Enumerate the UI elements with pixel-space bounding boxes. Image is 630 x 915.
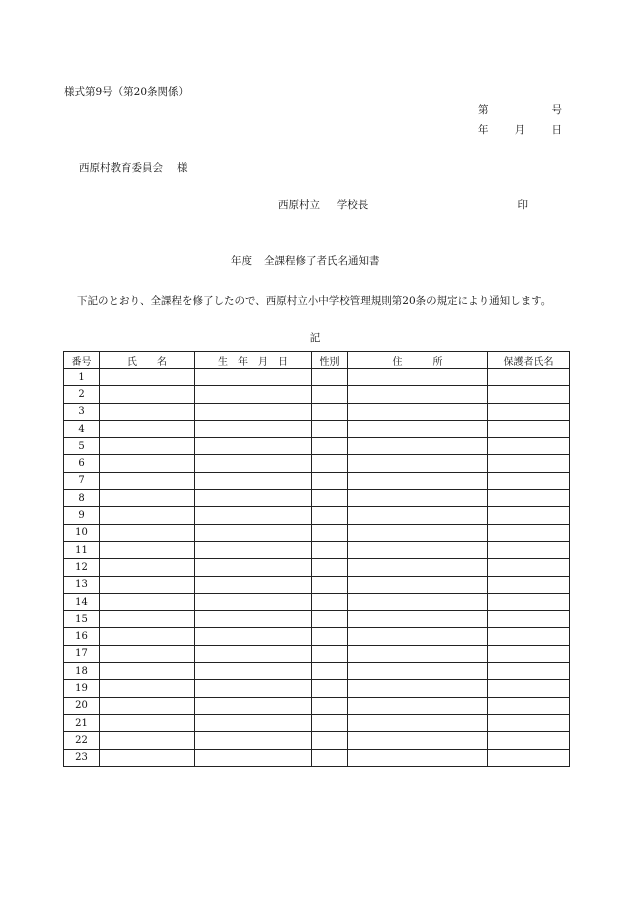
- birthdate-cell[interactable]: [195, 663, 312, 680]
- name-cell[interactable]: [100, 680, 195, 697]
- address-cell[interactable]: [348, 455, 488, 472]
- guardian-cell[interactable]: [488, 369, 570, 386]
- guardian-cell[interactable]: [488, 732, 570, 749]
- guardian-cell[interactable]: [488, 472, 570, 489]
- row-number: 12: [64, 559, 100, 576]
- gender-cell[interactable]: [312, 680, 348, 697]
- birthdate-cell[interactable]: [195, 524, 312, 541]
- row-number: 23: [64, 749, 100, 766]
- row-number: 8: [64, 490, 100, 507]
- birthdate-cell[interactable]: [195, 732, 312, 749]
- guardian-cell[interactable]: [488, 507, 570, 524]
- seal-mark: 印: [517, 199, 528, 211]
- address-cell[interactable]: [348, 507, 488, 524]
- name-cell[interactable]: [100, 749, 195, 766]
- row-number: 11: [64, 541, 100, 558]
- birthdate-cell[interactable]: [195, 645, 312, 662]
- guardian-cell[interactable]: [488, 403, 570, 420]
- table-row: [64, 714, 570, 731]
- gender-cell[interactable]: [312, 732, 348, 749]
- guardian-cell[interactable]: [488, 611, 570, 628]
- gender-cell[interactable]: [312, 472, 348, 489]
- table-body: [64, 369, 570, 767]
- addressee-name: 西原村教育委員会: [79, 162, 163, 174]
- address-cell[interactable]: [348, 386, 488, 403]
- name-cell[interactable]: [100, 541, 195, 558]
- title-year: 年度: [231, 255, 252, 267]
- form-number-label: 様式第9号（第20条関係）: [64, 86, 190, 98]
- row-number: 21: [64, 714, 100, 731]
- name-cell[interactable]: [100, 576, 195, 593]
- guardian-cell[interactable]: [488, 490, 570, 507]
- gender-cell[interactable]: [312, 559, 348, 576]
- table-row: [64, 438, 570, 455]
- addressee: [79, 163, 188, 174]
- row-number: 3: [64, 403, 100, 420]
- table-row: [64, 559, 570, 576]
- address-cell[interactable]: [348, 628, 488, 645]
- header-name: 氏 名: [100, 352, 195, 369]
- address-cell[interactable]: [348, 576, 488, 593]
- birthdate-cell[interactable]: [195, 559, 312, 576]
- birthdate-cell[interactable]: [195, 749, 312, 766]
- table-row: [64, 645, 570, 662]
- addressee-honorific: 様: [177, 162, 188, 174]
- name-cell[interactable]: [100, 714, 195, 731]
- name-cell[interactable]: [100, 697, 195, 714]
- address-cell[interactable]: [348, 369, 488, 386]
- header-guardian: 保護者氏名: [488, 352, 570, 369]
- gender-cell[interactable]: [312, 369, 348, 386]
- table-row: [64, 369, 570, 386]
- address-cell[interactable]: [348, 663, 488, 680]
- birthdate-cell[interactable]: [195, 541, 312, 558]
- gender-cell[interactable]: [312, 749, 348, 766]
- birthdate-cell[interactable]: [195, 490, 312, 507]
- table-row: [64, 541, 570, 558]
- table-row: [64, 490, 570, 507]
- row-number: 16: [64, 628, 100, 645]
- gender-cell[interactable]: [312, 420, 348, 437]
- document-title: [231, 256, 380, 267]
- birthdate-cell[interactable]: [195, 697, 312, 714]
- birthdate-cell[interactable]: [195, 369, 312, 386]
- name-cell[interactable]: [100, 611, 195, 628]
- row-number: 18: [64, 663, 100, 680]
- guardian-cell[interactable]: [488, 559, 570, 576]
- ki-heading: 記: [309, 332, 321, 344]
- birthdate-cell[interactable]: [195, 403, 312, 420]
- name-cell[interactable]: [100, 455, 195, 472]
- row-number: 14: [64, 593, 100, 610]
- name-cell[interactable]: [100, 386, 195, 403]
- guardian-cell[interactable]: [488, 524, 570, 541]
- address-cell[interactable]: [348, 697, 488, 714]
- birthdate-cell[interactable]: [195, 611, 312, 628]
- name-cell[interactable]: [100, 490, 195, 507]
- header-number: 番号: [64, 352, 100, 369]
- guardian-cell[interactable]: [488, 680, 570, 697]
- gender-cell[interactable]: [312, 628, 348, 645]
- row-number: 17: [64, 645, 100, 662]
- table-row: [64, 472, 570, 489]
- name-cell[interactable]: [100, 369, 195, 386]
- guardian-cell[interactable]: [488, 645, 570, 662]
- table-row: [64, 749, 570, 766]
- table-row: [64, 576, 570, 593]
- number-prefix: 第: [478, 104, 489, 116]
- gender-cell[interactable]: [312, 593, 348, 610]
- sender-village: 西原村立: [278, 199, 320, 211]
- guardian-cell[interactable]: [488, 628, 570, 645]
- table-row: [64, 680, 570, 697]
- date-line: [478, 125, 562, 136]
- row-number: 2: [64, 386, 100, 403]
- guardian-cell[interactable]: [488, 663, 570, 680]
- gender-cell[interactable]: [312, 507, 348, 524]
- table-row: [64, 697, 570, 714]
- table-row: [64, 420, 570, 437]
- gender-cell[interactable]: [312, 403, 348, 420]
- address-cell[interactable]: [348, 611, 488, 628]
- name-cell[interactable]: [100, 628, 195, 645]
- table-row: [64, 507, 570, 524]
- graduates-table: [63, 351, 570, 767]
- row-number: 10: [64, 524, 100, 541]
- table-row: [64, 524, 570, 541]
- table-row: [64, 386, 570, 403]
- table-row: [64, 732, 570, 749]
- table-row: [64, 403, 570, 420]
- address-cell[interactable]: [348, 490, 488, 507]
- name-cell[interactable]: [100, 507, 195, 524]
- birthdate-cell[interactable]: [195, 438, 312, 455]
- sender: [278, 200, 528, 211]
- name-cell[interactable]: [100, 645, 195, 662]
- row-number: 13: [64, 576, 100, 593]
- gender-cell[interactable]: [312, 663, 348, 680]
- address-cell[interactable]: [348, 645, 488, 662]
- address-cell[interactable]: [348, 524, 488, 541]
- birthdate-cell[interactable]: [195, 576, 312, 593]
- address-cell[interactable]: [348, 732, 488, 749]
- guardian-cell[interactable]: [488, 714, 570, 731]
- birthdate-cell[interactable]: [195, 455, 312, 472]
- gender-cell[interactable]: [312, 611, 348, 628]
- guardian-cell[interactable]: [488, 593, 570, 610]
- guardian-cell[interactable]: [488, 455, 570, 472]
- number-suffix: 号: [551, 104, 562, 116]
- gender-cell[interactable]: [312, 714, 348, 731]
- document-number-line: [478, 105, 562, 116]
- date-month: 月: [514, 124, 526, 136]
- row-number: 1: [64, 369, 100, 386]
- gender-cell[interactable]: [312, 438, 348, 455]
- birthdate-cell[interactable]: [195, 593, 312, 610]
- name-cell[interactable]: [100, 524, 195, 541]
- gender-cell[interactable]: [312, 645, 348, 662]
- guardian-cell[interactable]: [488, 541, 570, 558]
- header-gender: 性別: [312, 352, 348, 369]
- address-cell[interactable]: [348, 714, 488, 731]
- date-day: 日: [551, 124, 562, 136]
- address-cell[interactable]: [348, 680, 488, 697]
- address-cell[interactable]: [348, 438, 488, 455]
- address-cell[interactable]: [348, 420, 488, 437]
- table-header-row: [64, 352, 570, 369]
- address-cell[interactable]: [348, 541, 488, 558]
- name-cell[interactable]: [100, 403, 195, 420]
- row-number: 20: [64, 697, 100, 714]
- address-cell[interactable]: [348, 593, 488, 610]
- gender-cell[interactable]: [312, 541, 348, 558]
- gender-cell[interactable]: [312, 455, 348, 472]
- table-row: [64, 455, 570, 472]
- title-text: 全課程修了者氏名通知書: [264, 255, 380, 267]
- header-address: 住 所: [348, 352, 488, 369]
- gender-cell[interactable]: [312, 576, 348, 593]
- table-row: [64, 628, 570, 645]
- name-cell[interactable]: [100, 420, 195, 437]
- name-cell[interactable]: [100, 559, 195, 576]
- address-cell[interactable]: [348, 749, 488, 766]
- row-number: 6: [64, 455, 100, 472]
- birthdate-cell[interactable]: [195, 420, 312, 437]
- guardian-cell[interactable]: [488, 576, 570, 593]
- row-number: 9: [64, 507, 100, 524]
- guardian-cell[interactable]: [488, 438, 570, 455]
- row-number: 19: [64, 680, 100, 697]
- birthdate-cell[interactable]: [195, 714, 312, 731]
- birthdate-cell[interactable]: [195, 507, 312, 524]
- guardian-cell[interactable]: [488, 697, 570, 714]
- table-row: [64, 593, 570, 610]
- row-number: 5: [64, 438, 100, 455]
- name-cell[interactable]: [100, 732, 195, 749]
- header-birthdate: 生 年 月 日: [195, 352, 312, 369]
- gender-cell[interactable]: [312, 490, 348, 507]
- date-year: 年: [478, 124, 489, 136]
- address-cell[interactable]: [348, 472, 488, 489]
- gender-cell[interactable]: [312, 697, 348, 714]
- guardian-cell[interactable]: [488, 386, 570, 403]
- birthdate-cell[interactable]: [195, 472, 312, 489]
- birthdate-cell[interactable]: [195, 386, 312, 403]
- row-number: 7: [64, 472, 100, 489]
- gender-cell[interactable]: [312, 386, 348, 403]
- row-number: 4: [64, 420, 100, 437]
- address-cell[interactable]: [348, 403, 488, 420]
- table-row: [64, 611, 570, 628]
- name-cell[interactable]: [100, 593, 195, 610]
- address-cell[interactable]: [348, 559, 488, 576]
- guardian-cell[interactable]: [488, 420, 570, 437]
- gender-cell[interactable]: [312, 524, 348, 541]
- birthdate-cell[interactable]: [195, 680, 312, 697]
- birthdate-cell[interactable]: [195, 628, 312, 645]
- row-number: 15: [64, 611, 100, 628]
- sender-school-principal: 学校長: [336, 199, 369, 211]
- guardian-cell[interactable]: [488, 749, 570, 766]
- name-cell[interactable]: [100, 438, 195, 455]
- name-cell[interactable]: [100, 472, 195, 489]
- body-paragraph: 下記のとおり、全課程を修了したので、西原村立小中学校管理規則第20条の規定により通知します。: [77, 295, 552, 307]
- table-row: [64, 663, 570, 680]
- row-number: 22: [64, 732, 100, 749]
- name-cell[interactable]: [100, 663, 195, 680]
